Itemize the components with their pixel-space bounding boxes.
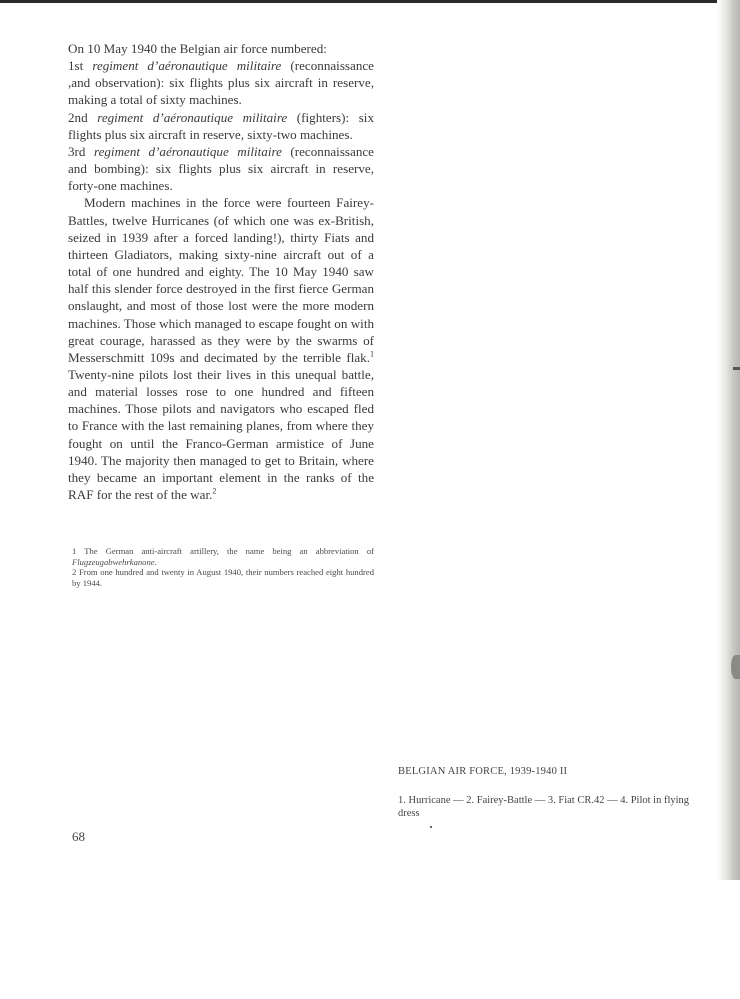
intro-paragraph (68, 40, 374, 57)
footnote-ref-1: 1 (370, 349, 374, 359)
regiment-2-paragraph (68, 109, 374, 143)
text-segment: 3rd (68, 143, 94, 159)
text-segment: 2 From one hundred and twenty in August 1940, their numbers reached eight hundred by 1944. (72, 567, 374, 588)
top-border-rule (0, 0, 730, 3)
regiment-1-paragraph (68, 57, 374, 108)
text-segment: 1 The German anti-aircraft artillery, the name being an abbreviation of (72, 546, 374, 556)
text-segment: 2nd (68, 109, 98, 125)
italic-term: Flugzeugabwehrkanone (72, 556, 155, 567)
edge-mark (731, 655, 740, 679)
italic-term: regiment d’aéronautique militaire (97, 109, 288, 125)
plate-caption-title: BELGIAN AIR FORCE, 1939-1940 II (398, 766, 568, 777)
main-text-column (68, 40, 374, 503)
text-segment: Twenty-nine pilots lost their lives in this unequal battle, and material losses rose to one hundred and fifteen machines. Those pilots and navigators who escaped fled to France with the last remaining planes, from where they fought on until the Franco-German armistice of June 1940. The majority then managed to get to Britain, where they became an important element in the ranks of the RAF for the rest of the war. (68, 366, 374, 503)
page-edge-shadow (717, 0, 740, 880)
text-segment: (fighters): six flights plus six aircraft in reserve, sixty-two machines. (68, 109, 374, 142)
footnote-2 (72, 567, 374, 588)
footnotes (72, 546, 374, 588)
modern-machines-paragraph (68, 194, 374, 503)
text-segment: (reconnaissance ,and observation): six flights plus six aircraft in reserve, making a total of sixty machines. (68, 58, 374, 108)
text-segment: On 10 May 1940 the Belgian air force numbered: (68, 41, 327, 56)
footnote-1 (72, 546, 374, 567)
page-number: 68 (72, 829, 85, 844)
footnote-ref-2: 2 (212, 486, 217, 496)
italic-term: regiment d’aéronautique militaire (93, 143, 282, 159)
text-segment: (reconnaissance and bombing): six flights plus six aircraft in reserve, forty-one machines. (68, 143, 374, 194)
edge-mark (733, 367, 740, 370)
italic-term: regiment d’aéronautique militaire (92, 58, 282, 74)
text-segment: . (154, 556, 157, 567)
text-segment: 1st (68, 58, 93, 74)
print-speck (430, 826, 432, 828)
text-segment: Modern machines in the force were fourteen Fairey-Battles, twelve Hurricanes (of which one was ex-British, seized in 1939 after a forced landing!), thirty Fiats and thirteen Gladiators, making sixty-nine aircraft out of a total of one hundred and eighty. The 10 May 1940 saw half this slender force destroyed in the first fierce German onslaught, and most of those lost were the more modern machines. Those which managed to escape fought on with great courage, harassed as they were by the swarms of Messerschmitt 109s and decimated by the terrible flak. (68, 195, 374, 365)
regiment-3-paragraph (68, 143, 374, 194)
plate-caption-body: 1. Hurricane — 2. Fairey-Battle — 3. Fiat CR.42 — 4. Pilot in flying dress (398, 795, 690, 819)
